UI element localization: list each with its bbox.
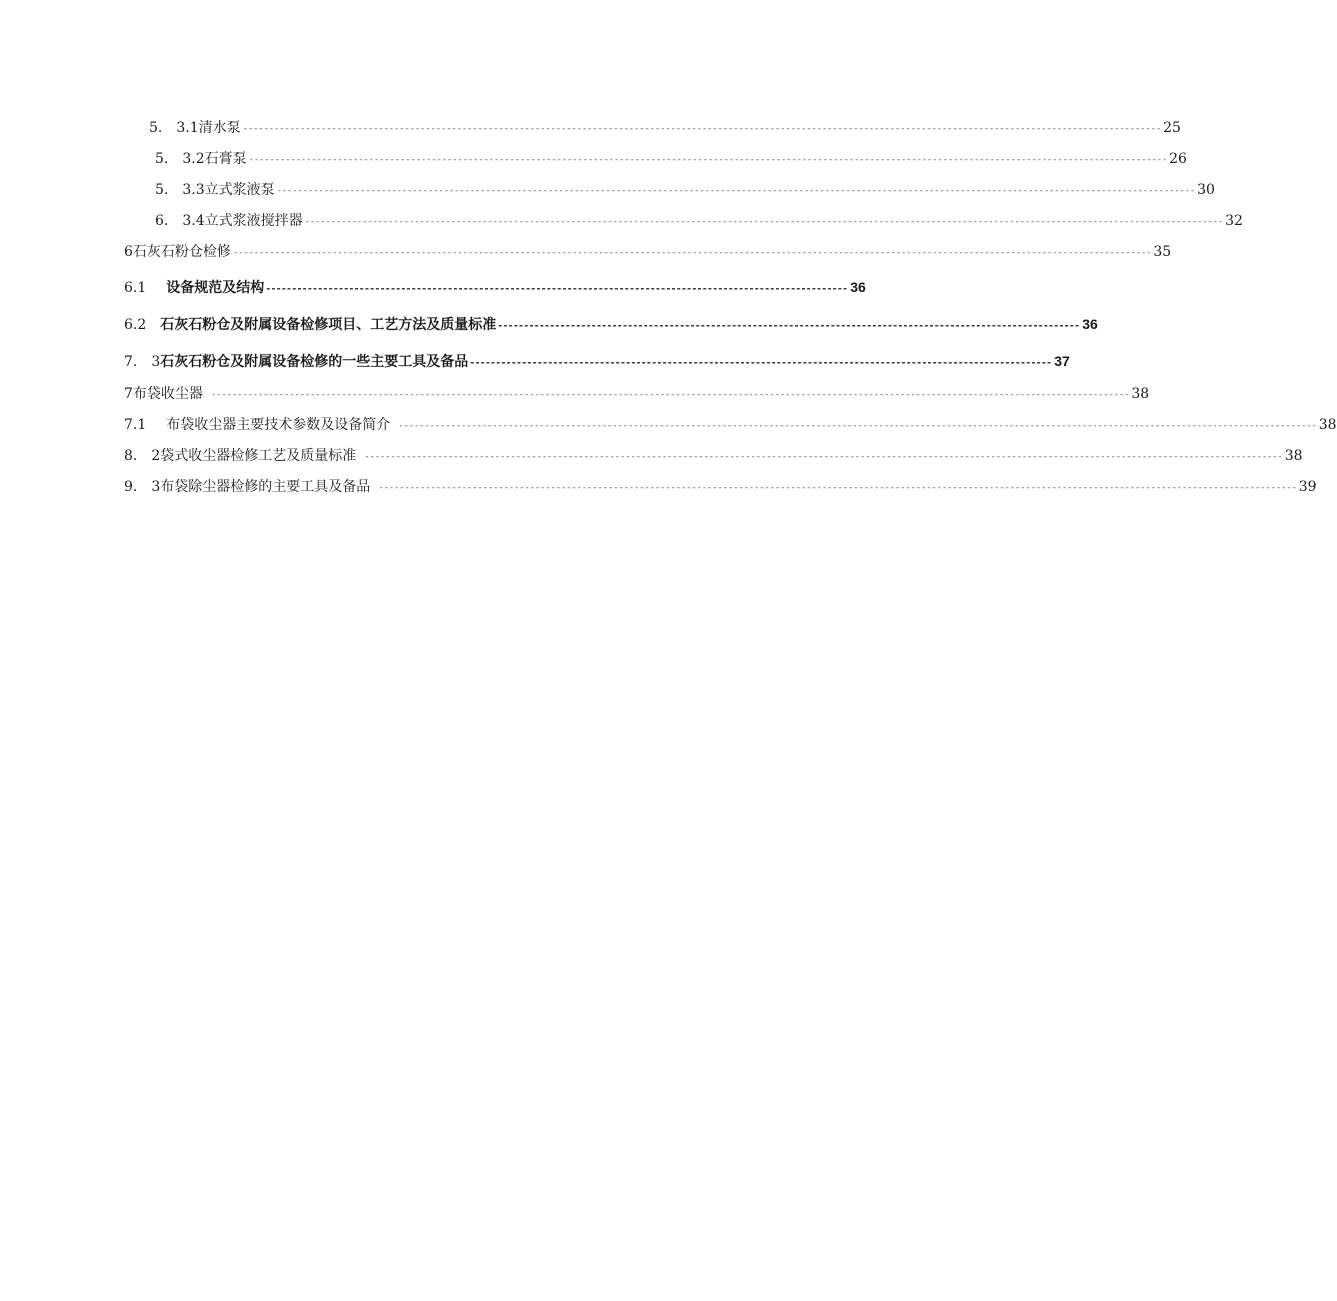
toc-leader-dots: -------------------------------------------------------------------------------------------------------------------------------------------------------------------------------- xyxy=(248,155,1168,165)
toc-leader-dots: ---------------------------------------------------------------------------------------------------------------- xyxy=(266,281,849,295)
toc-entry[interactable] xyxy=(124,350,1070,372)
toc-entry[interactable] xyxy=(124,241,1172,263)
toc-entry-page: 36 xyxy=(1082,316,1098,332)
toc-leader-dots: -------------------------------------------------------------------------------------------------------------------------------------------------------------------------------- xyxy=(378,483,1297,493)
toc-entry[interactable] xyxy=(155,210,1243,232)
toc-entry-page: 35 xyxy=(1153,244,1172,260)
toc-entry-number: 7.1 xyxy=(124,417,147,433)
toc-entry-title: 设备规范及结构 xyxy=(166,279,265,295)
toc-entry-title: 布袋收尘器主要技术参数及设备简介 xyxy=(166,417,391,433)
toc-leader-dots: ---------------------------------------------------------------------------------------------------------------- xyxy=(498,318,1081,332)
toc-entry[interactable] xyxy=(155,179,1215,201)
toc-entry-title: 石灰石粉仓检修 xyxy=(132,244,231,260)
toc-entry-page: 36 xyxy=(850,279,866,295)
toc-entry-page: 38 xyxy=(1284,448,1303,464)
toc-entry-page: 30 xyxy=(1197,182,1215,198)
toc-entry-page: 32 xyxy=(1225,213,1243,229)
toc-entry-title: 清水泵 xyxy=(198,120,241,136)
toc-entry-page: 38 xyxy=(1131,386,1150,402)
toc-entry-title: 袋式收尘器检修工艺及质量标准 xyxy=(160,448,357,464)
toc-entry-page: 38 xyxy=(1318,417,1337,433)
toc-leader-dots: ---------------------------------------------------------------------------------------------------------------- xyxy=(470,355,1053,369)
toc-entry[interactable] xyxy=(124,313,1098,335)
toc-entry[interactable] xyxy=(124,276,866,298)
toc-entry[interactable] xyxy=(149,117,1181,139)
toc-entry-number: 6.1 xyxy=(124,280,147,296)
toc-entry[interactable] xyxy=(124,414,1337,436)
toc-entry-number: 5. 3.1 xyxy=(149,120,199,136)
toc-leader-dots: -------------------------------------------------------------------------------------------------------------------------------------------------------------------------------- xyxy=(304,217,1224,227)
toc-entry-number: 9. 3 xyxy=(124,479,161,495)
toc-leader-dots: -------------------------------------------------------------------------------------------------------------------------------------------------------------------------------- xyxy=(398,421,1317,431)
toc-entry[interactable] xyxy=(124,383,1150,405)
toc-entry-title: 石灰石粉仓及附属设备检修项目、工艺方法及质量标准 xyxy=(160,316,497,332)
toc-entry-number: 8. 2 xyxy=(124,448,161,464)
toc-entry[interactable] xyxy=(124,445,1303,467)
toc-entry-number: 5. 3.3 xyxy=(155,182,205,198)
toc-entry-title: 立式浆液泵 xyxy=(204,182,275,198)
toc-entry-title: 立式浆液搅拌器 xyxy=(204,213,303,229)
toc-entry-number: 6.2 xyxy=(124,317,147,333)
toc-entry-number: 6 xyxy=(124,244,133,260)
toc-entry-page: 37 xyxy=(1054,353,1070,369)
toc-entry-page: 25 xyxy=(1163,120,1181,136)
toc-leader-dots: -------------------------------------------------------------------------------------------------------------------------------------------------------------------------------- xyxy=(364,452,1283,462)
toc-entry-title: 石膏泵 xyxy=(204,151,247,167)
toc-leader-dots: -------------------------------------------------------------------------------------------------------------------------------------------------------------------------------- xyxy=(276,186,1196,196)
toc-entry[interactable] xyxy=(155,148,1187,170)
toc-entry-number: 7. 3 xyxy=(124,354,161,370)
toc-entry-number: 6. 3.4 xyxy=(155,213,205,229)
toc-entry-title: 布袋收尘器 xyxy=(132,386,203,402)
toc-entry-number: 5. 3.2 xyxy=(155,151,205,167)
toc-entry-number: 7 xyxy=(124,386,133,402)
toc-entry-page: 26 xyxy=(1169,151,1187,167)
toc-leader-dots: -------------------------------------------------------------------------------------------------------------------------------------------------------------------------------- xyxy=(242,124,1162,134)
toc-entry-title: 布袋除尘器检修的主要工具及备品 xyxy=(160,479,371,495)
toc-leader-dots: -------------------------------------------------------------------------------------------------------------------------------------------------------------------------------- xyxy=(210,390,1130,400)
toc-entry-page: 39 xyxy=(1298,479,1317,495)
toc-entry[interactable] xyxy=(124,476,1317,498)
toc-entry-title: 石灰石粉仓及附属设备检修的一些主要工具及备品 xyxy=(160,353,469,369)
toc-leader-dots: -------------------------------------------------------------------------------------------------------------------------------------------------------------------------------- xyxy=(232,248,1152,258)
